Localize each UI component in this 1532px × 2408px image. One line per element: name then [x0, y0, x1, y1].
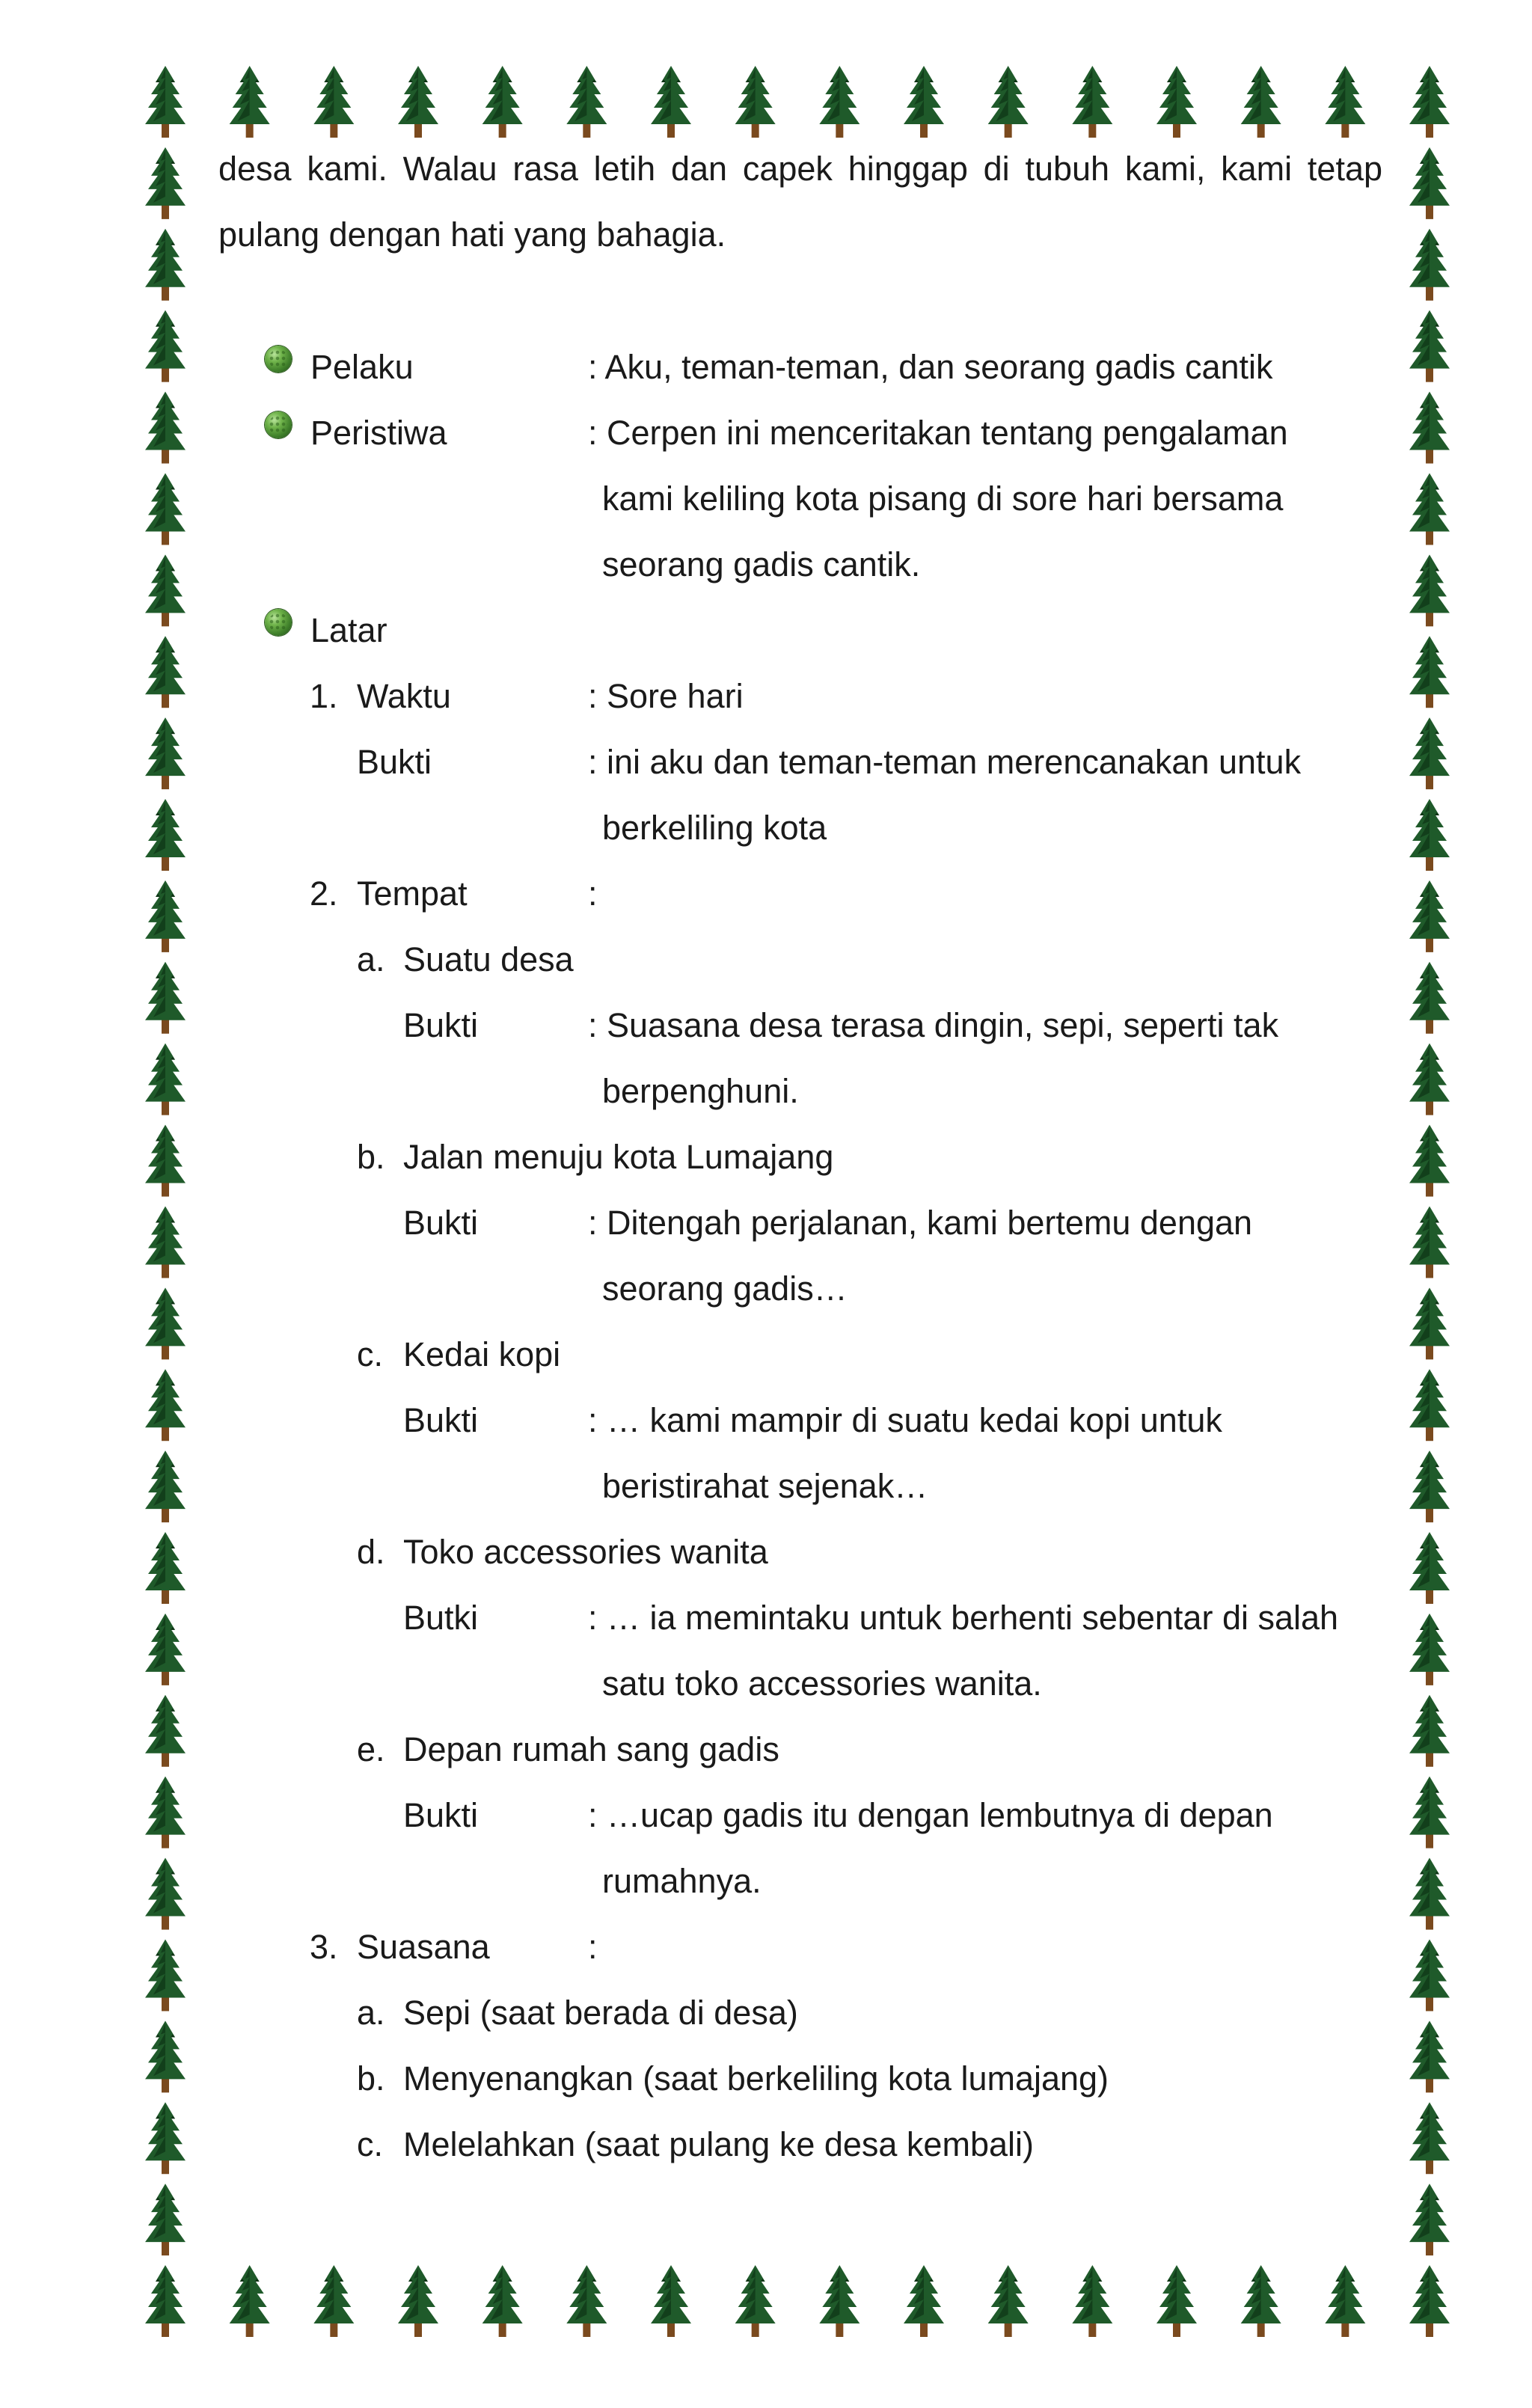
pine-tree-icon — [735, 66, 776, 138]
pine-tree-icon — [1409, 1858, 1450, 1930]
pine-tree-icon — [1409, 1532, 1450, 1604]
pine-tree-icon — [819, 66, 860, 138]
place-letter: d. — [357, 1533, 385, 1571]
mood-text: Menyenangkan (saat berkeliling kota lumajang) — [403, 2059, 1109, 2098]
pine-tree-icon — [819, 2265, 860, 2337]
place-letter: a. — [357, 940, 385, 978]
peristiwa-cont-2: seorang gadis cantik. — [602, 545, 921, 583]
pine-tree-icon — [1409, 473, 1450, 545]
pine-tree-icon — [1409, 2184, 1450, 2255]
pine-tree-icon — [1409, 1450, 1450, 1522]
pine-tree-icon — [482, 66, 523, 138]
pine-tree-icon — [145, 554, 186, 626]
waktu-bukti-value: : ini aku dan teman-teman merencanakan untuk — [588, 743, 1302, 781]
pine-tree-icon — [1409, 1369, 1450, 1441]
pine-tree-icon — [1072, 2265, 1112, 2337]
pine-tree-icon — [145, 66, 186, 138]
pine-tree-icon — [988, 2265, 1029, 2337]
pine-tree-icon — [566, 66, 607, 138]
place-bukti-value: : Ditengah perjalanan, kami bertemu dengan — [588, 1204, 1253, 1242]
pine-tree-icon — [1409, 554, 1450, 626]
pine-tree-icon — [145, 2184, 186, 2255]
pine-tree-icon — [1409, 147, 1450, 219]
pine-tree-icon — [1409, 1939, 1450, 2011]
suasana-label: Suasana — [357, 1928, 490, 1966]
pine-tree-icon — [145, 1614, 186, 1685]
pine-tree-icon — [1409, 962, 1450, 1034]
pine-tree-icon — [313, 66, 354, 138]
place-bukti-cont: seorang gadis… — [602, 1269, 848, 1308]
waktu-bukti-cont: berkeliling kota — [602, 809, 827, 847]
pine-tree-icon — [145, 1125, 186, 1197]
mood-letter: c. — [357, 2125, 384, 2163]
pine-tree-icon — [1409, 1125, 1450, 1197]
pine-tree-icon — [1409, 392, 1450, 464]
pine-tree-icon — [145, 392, 186, 464]
pine-tree-icon — [566, 2265, 607, 2337]
pine-tree-icon — [230, 66, 270, 138]
place-name: Toko accessories wanita — [403, 1533, 768, 1571]
mood-letter: b. — [357, 2059, 385, 2098]
pine-tree-icon — [1409, 1287, 1450, 1359]
pine-tree-icon — [1156, 2265, 1197, 2337]
place-letter: b. — [357, 1138, 385, 1176]
pine-tree-icon — [904, 2265, 944, 2337]
pine-tree-icon — [145, 1369, 186, 1441]
pine-tree-icon — [145, 1287, 186, 1359]
place-bukti-value: : Suasana desa terasa dingin, sepi, seperti tak — [588, 1006, 1279, 1044]
pine-tree-icon — [1241, 2265, 1281, 2337]
green-ball-icon — [265, 346, 292, 373]
pine-tree-icon — [145, 2265, 186, 2337]
place-bukti-label: Bukti — [403, 1401, 479, 1439]
pine-tree-icon — [1325, 2265, 1365, 2337]
pine-tree-icon — [1409, 799, 1450, 871]
pine-tree-icon — [1409, 66, 1450, 138]
pine-tree-icon — [1156, 66, 1197, 138]
pelaku-value: : Aku, teman-teman, dan seorang gadis cantik — [588, 348, 1273, 386]
place-letter: e. — [357, 1730, 385, 1768]
pine-tree-icon — [398, 66, 438, 138]
place-bukti-label: Bukti — [403, 1006, 479, 1044]
pine-tree-icon — [651, 66, 691, 138]
pine-tree-icon — [145, 1695, 186, 1767]
pine-tree-icon — [1409, 1614, 1450, 1685]
waktu-label: Waktu — [357, 677, 451, 715]
place-bukti-value: : … kami mampir di suatu kedai kopi untuk — [588, 1401, 1222, 1439]
place-name: Suatu desa — [403, 940, 574, 978]
pine-tree-icon — [1409, 717, 1450, 789]
suasana-number: 3. — [310, 1928, 338, 1966]
pine-tree-icon — [1409, 636, 1450, 708]
pine-tree-icon — [145, 2102, 186, 2174]
pine-tree-icon — [145, 2021, 186, 2092]
place-letter: c. — [357, 1335, 384, 1373]
pine-tree-icon — [398, 2265, 438, 2337]
green-ball-icon — [265, 609, 292, 636]
pine-tree-icon — [145, 473, 186, 545]
pine-tree-icon — [145, 636, 186, 708]
mood-text: Sepi (saat berada di desa) — [403, 1994, 798, 2032]
pine-tree-icon — [1409, 1695, 1450, 1767]
pine-tree-icon — [145, 1777, 186, 1848]
suasana-colon: : — [588, 1928, 598, 1966]
intro-line-1: desa kami. Walau rasa letih dan capek hinggap di tubuh kami, kami tetap — [218, 150, 1382, 188]
tempat-label: Tempat — [357, 874, 468, 913]
tempat-number: 2. — [310, 874, 338, 913]
pine-tree-icon — [145, 799, 186, 871]
pine-tree-icon — [145, 1044, 186, 1115]
pine-tree-icon — [1409, 2021, 1450, 2092]
place-bukti-label: Bukti — [403, 1204, 479, 1242]
pine-tree-icon — [1409, 229, 1450, 301]
pine-tree-icon — [651, 2265, 691, 2337]
intro-line-2: pulang dengan hati yang bahagia. — [218, 215, 726, 254]
pelaku-label: Pelaku — [310, 348, 414, 386]
waktu-value: : Sore hari — [588, 677, 744, 715]
tempat-colon: : — [588, 874, 598, 913]
pine-tree-icon — [1409, 1206, 1450, 1278]
pine-tree-icon — [1409, 310, 1450, 382]
pine-tree-icon — [735, 2265, 776, 2337]
pine-tree-icon — [145, 1939, 186, 2011]
pine-tree-icon — [1409, 1777, 1450, 1848]
peristiwa-cont-1: kami keliling kota pisang di sore hari bersama — [602, 480, 1284, 518]
place-bukti-cont: rumahnya. — [602, 1862, 762, 1900]
pine-tree-icon — [1072, 66, 1112, 138]
green-ball-icon — [265, 411, 292, 438]
peristiwa-label: Peristiwa — [310, 414, 447, 452]
pine-tree-icon — [145, 962, 186, 1034]
pine-tree-icon — [145, 229, 186, 301]
waktu-number: 1. — [310, 677, 338, 715]
place-bukti-cont: beristirahat sejenak… — [602, 1467, 928, 1505]
mood-letter: a. — [357, 1994, 385, 2032]
pine-tree-icon — [1409, 2102, 1450, 2174]
waktu-bukti-label: Bukti — [357, 743, 432, 781]
place-bukti-cont: berpenghuni. — [602, 1072, 799, 1110]
pine-tree-icon — [482, 2265, 523, 2337]
place-name: Depan rumah sang gadis — [403, 1730, 779, 1768]
place-bukti-label: Butki — [403, 1599, 479, 1637]
place-bukti-label: Bukti — [403, 1796, 479, 1834]
pine-tree-icon — [313, 2265, 354, 2337]
pine-tree-icon — [1325, 66, 1365, 138]
pine-tree-icon — [145, 310, 186, 382]
place-name: Jalan menuju kota Lumajang — [403, 1138, 834, 1176]
pine-tree-icon — [1409, 2265, 1450, 2337]
pine-tree-icon — [145, 880, 186, 952]
pine-tree-icon — [904, 66, 944, 138]
place-bukti-value: : …ucap gadis itu dengan lembutnya di depan — [588, 1796, 1273, 1834]
pine-tree-icon — [988, 66, 1029, 138]
pine-tree-icon — [145, 147, 186, 219]
pine-tree-icon — [1409, 1044, 1450, 1115]
place-name: Kedai kopi — [403, 1335, 561, 1373]
pine-tree-icon — [145, 1206, 186, 1278]
latar-label: Latar — [310, 611, 387, 649]
pine-tree-icon — [230, 2265, 270, 2337]
pine-tree-icon — [145, 717, 186, 789]
pine-tree-icon — [1241, 66, 1281, 138]
pine-tree-icon — [145, 1858, 186, 1930]
pine-tree-icon — [1409, 880, 1450, 952]
pine-tree-icon — [145, 1450, 186, 1522]
place-bukti-cont: satu toko accessories wanita. — [602, 1664, 1042, 1703]
mood-text: Melelahkan (saat pulang ke desa kembali) — [403, 2125, 1034, 2163]
pine-tree-icon — [145, 1532, 186, 1604]
peristiwa-value: : Cerpen ini menceritakan tentang pengalaman — [588, 414, 1288, 452]
place-bukti-value: : … ia memintaku untuk berhenti sebentar di salah — [588, 1599, 1339, 1637]
